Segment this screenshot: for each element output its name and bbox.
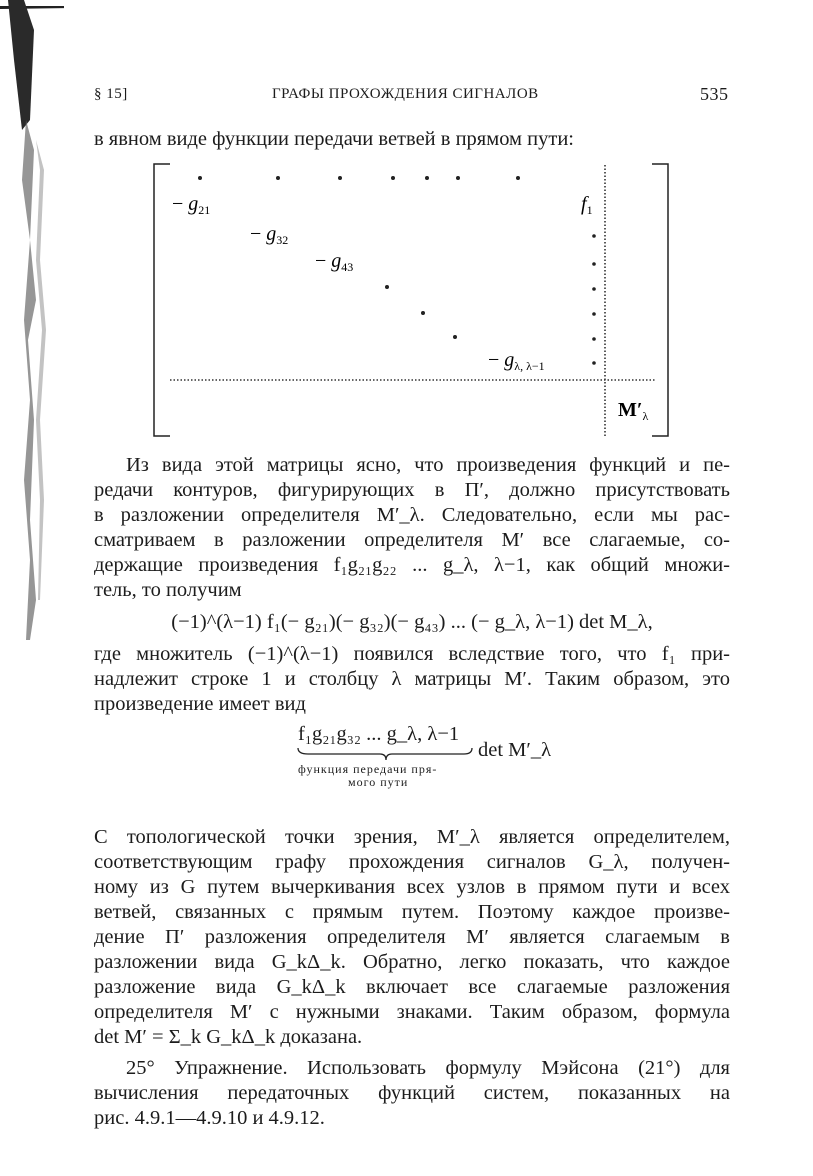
matrix-entry-g32: − $g_{32}$ <box>250 223 289 247</box>
paragraph3-line-6: разложении вида G_kΔ_k. Обратно, легко показать, что каждое <box>94 951 730 973</box>
paragraph3-line-7: разложение вида G_kΔ_k включает все слагаемые разложения <box>94 976 730 998</box>
paragraph1-line-1: Из вида этой матрицы ясно, что произведения функций и пе- <box>126 454 730 476</box>
formula-1: (−1)^(λ−1) f₁(− g₂₁)(− g₃₂)(− g₄₃) ... (− g_λ, λ−1) det M_λ, <box>171 611 653 633</box>
exercise-line-2: вычисления передаточных функций систем, показанных на <box>94 1082 730 1104</box>
formula-2-product: f₁g₂₁g₃₂ ... g_λ, λ−1 <box>298 723 460 745</box>
paragraph2-line-1: где множитель (−1)^(λ−1) появился вследствие того, что f₁ при- <box>94 643 730 665</box>
paragraph1-line-2: редачи контуров, фигурирующих в П′, должно присутствовать <box>94 479 730 501</box>
paragraph3-line-3: ному из G путем вычеркивания всех узлов в прямом пути и всех <box>94 876 730 898</box>
page-number: 535 <box>700 84 729 104</box>
paragraph2-line-2: надлежит строке 1 и столбцу λ матрицы M′. Таким образом, это <box>94 668 730 690</box>
paragraph3-line-2: соответствующим графу прохождения сигналов G_λ, получен- <box>94 851 730 873</box>
paragraph1-line-3: в разложении определителя M′_λ. Следовательно, если мы рас- <box>94 504 730 526</box>
exercise-line-1: 25° Упражнение. Использовать формулу Мэйсона (21°) для <box>126 1057 730 1079</box>
matrix-entry-g43: − $g_{43}$ <box>315 250 354 274</box>
paragraph3-line-9: det M′ = Σ_k G_kΔ_k доказана. <box>94 1026 363 1048</box>
paragraph3-line-8: определителя M′ с нужными знаками. Таким образом, формула <box>94 1001 730 1023</box>
paragraph3-line-5: дение П′ разложения определителя M′ является слагаемым в <box>94 926 730 948</box>
matrix-entry-g21: − $g_{21}$ <box>172 193 211 217</box>
paragraph1-line-4: сматриваем в разложении определителя M′ все слагаемые, со- <box>94 529 730 551</box>
paragraph1-line-6: тель, то получим <box>94 579 242 601</box>
brace-label-2: мого пути <box>348 775 409 789</box>
intro-line: в явном виде функции передачи ветвей в прямом пути: <box>94 128 574 150</box>
header-title: ГРАФЫ ПРОХОЖДЕНИЯ СИГНАЛОВ <box>272 86 539 102</box>
header-section: § 15] <box>94 86 128 102</box>
brace-label-1: функция передачи пря- <box>298 762 438 776</box>
paragraph3-line-4: ветвей, связанных с прямым путем. Поэтому каждое произве- <box>94 901 730 923</box>
paragraph3-line-1: С топологической точки зрения, M′_λ является определителем, <box>94 826 730 848</box>
formula-2-det: det M′_λ <box>478 739 552 761</box>
matrix-figure <box>0 0 813 460</box>
matrix-entry-g-lambda: − $g_{\lambda, \lambda-1}$ <box>488 349 545 373</box>
matrix-entry-f1: $f_1$ <box>581 193 593 217</box>
paragraph1-line-5: держащие произведения f₁g₂₁g₂₂ ... g_λ, λ−1, как общий множи- <box>94 554 730 576</box>
exercise-line-3: рис. 4.9.1—4.9.10 и 4.9.12. <box>94 1107 325 1129</box>
underbrace <box>296 746 476 762</box>
matrix-entry-m-lambda: $M'_\lambda$ <box>618 399 649 423</box>
paragraph2-line-3: произведение имеет вид <box>94 693 306 715</box>
